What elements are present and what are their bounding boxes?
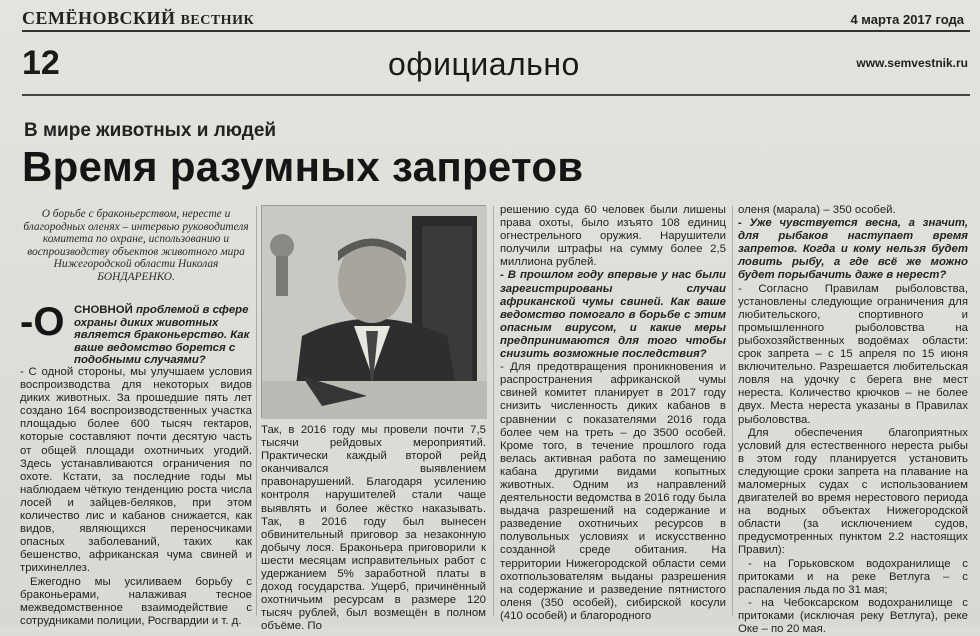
first-question-bold: СНОВНОЙ — [74, 304, 133, 316]
column-4-answer: Для обеспечения благоприятных условий для естественного нереста рыбы в этом году планируется установить следующие сроки запрета на плавание на маломерных судах с использованием двигателей во время нерестового периода на водных объектах Нижегородской области (за исключением судов, предусмотренных пунктом 2.2 настоящих Правил): — [738, 426, 968, 557]
column-4-question: - Уже чувствуется весна, а значит, для рыбаков наступает время запретов. Когда и кому нельзя будет ловить рыбу, а где всё же можно будет порыбачить даже в нерест? — [738, 217, 968, 282]
interviewee-photo — [261, 205, 486, 418]
masthead-name — [22, 8, 254, 29]
first-question-rest: проблемой в сфере охраны диких животных является браконьерство. Как ваше ведомство борется с подобными случаями? — [74, 304, 250, 367]
column-divider — [732, 206, 733, 616]
section-title: официально — [388, 46, 580, 82]
column-2-paragraph: Так, в 2016 году мы провели почти 7,5 тысячи рейдовых мероприятий. Практически каждый второй рейд оканчивался выявлением правонарушений. Благодаря усилению контроля нарушителей стали чаще выявлять и более жёстко наказывать. Так, в 2016 году был вынесен обвинительный приговор за незаконную добычу лося. Браконьера приговорили к шести месяцам исправительных работ с удержанием 5% заработной платы в доход государства. Ущерб, причинённый охотничьим ресурсам в размере 120 тысяч рублей, был возмещён в полном объёме. По — [261, 424, 486, 633]
column-3-intro: решению суда 60 человек были лишены права охоты, было изъято 108 единиц огнестрельного оружия. Нарушители получили штрафы на сумму более 2,5 миллиона рублей. — [500, 204, 726, 269]
section-rule — [22, 94, 970, 96]
column-4-intro: оленя (марала) – 350 особей. — [738, 204, 896, 216]
article-headline: Время разумных запретов — [22, 143, 584, 190]
column-4-answer: - на Чебоксарском водохранилище с притоками (исключая реку Ветлуга), реке Оке – по 20 мая. — [738, 596, 968, 635]
article-rubric: В мире животных и людей — [24, 120, 277, 141]
site-url[interactable]: www.semvestnik.ru — [856, 56, 968, 70]
masthead-title: СЕМЁНОВСКИЙ — [22, 8, 176, 28]
column-4-answer: - на Горьковском водохранилище с притоками и на реке Ветлуга – с распаления льда по 31 мая; — [738, 557, 968, 596]
lead-text: О борьбе с браконьерством, нересте и благородных оленях – интервью руководителя комитета по охране, использованию и воспроизводству объектов животного мира Нижегородской области — [23, 208, 249, 271]
portrait-illustration — [262, 206, 487, 419]
first-question-text — [74, 304, 268, 367]
dropcap-letter: -О — [20, 300, 65, 344]
column-divider — [256, 206, 257, 616]
column-4-answer: - Согласно Правилам рыболовства, установлены следующие ограничения для любительского, спортивного и промышленного рыболовства на рыбохозяйственных водоёмах области: срок запрета – с 15 апреля по 15 июня включительно. Разрешается любительская ловля на удочку с берега вне мест нереста. Количество крючков – не более двух. Места нереста указаны в Правилах рыболовства. — [738, 282, 968, 426]
column-4 — [738, 204, 968, 636]
issue-date: 4 марта 2017 года — [850, 12, 964, 27]
column-1-paragraph: - С одной стороны, мы улучшаем условия воспроизводства для некоторых видов диких животных. За прошедшие пять лет создано 164 воспроизводственных участка площадью более 600 тысяч гектаров, которые составляют почти десятую часть от общей площади охотничьих угодий. Здесь устанавливаются ограничения по охоте. Кстати, за последние годы мы наблюдаем чёткую тенденцию роста числа лосей и зайцев-беляков, при этом количество лис и кабанов снижается, как видов, являющихся переносчиками опасных заболеваний, таких как бешенство, африканская чума свиней и трихинеллез. — [20, 366, 252, 575]
column-3-question: - В прошлом году впервые у нас были зарегистрированы случаи африканской чумы свиней. Как ваше ведомство помогало в борьбе с этим опасным вирусом, и какие меры предпринимаются для того чтобы снизить возможные последствия? — [500, 269, 726, 361]
masthead-subtitle: ВЕСТНИК — [180, 13, 255, 28]
column-1 — [20, 366, 252, 628]
column-3-answer: - Для предотвращения проникновения и распространения африканской чумы свиней комитет планирует в 2017 году снизить численность диких кабанов в сравнении с показателями 2016 года более чем на треть – до 3500 особей. Кроме того, в течение прошлого года велась активная работа по замещению кабана другими видами копытных животных. Одним из направлений деятельности ведомства в 2016 году была выдача разрешений на содержание и разведение охотничьих ресурсов в полувольных условиях и искусственно созданной среде обитания. На территории Нижегородской области семи охотпользователям выданы разрешения на содержание и разведение пятнистого оленя (350 особей), сибирской косули (410 особей) и благородного — [500, 361, 726, 622]
masthead — [22, 6, 970, 32]
column-divider — [493, 206, 494, 616]
page-number: 12 — [22, 44, 60, 82]
author-name: Николая БОНДАРЕНКО. — [97, 258, 219, 283]
article-lead — [20, 208, 252, 284]
column-1-paragraph: Ежегодно мы усиливаем борьбу с браконьерами, налаживая тесное межведомственное взаимодействие с сотрудниками полиции, Росгвардии и т. д. — [20, 575, 252, 627]
column-2 — [261, 424, 486, 634]
masthead-rule — [22, 30, 970, 32]
column-3 — [500, 204, 726, 623]
